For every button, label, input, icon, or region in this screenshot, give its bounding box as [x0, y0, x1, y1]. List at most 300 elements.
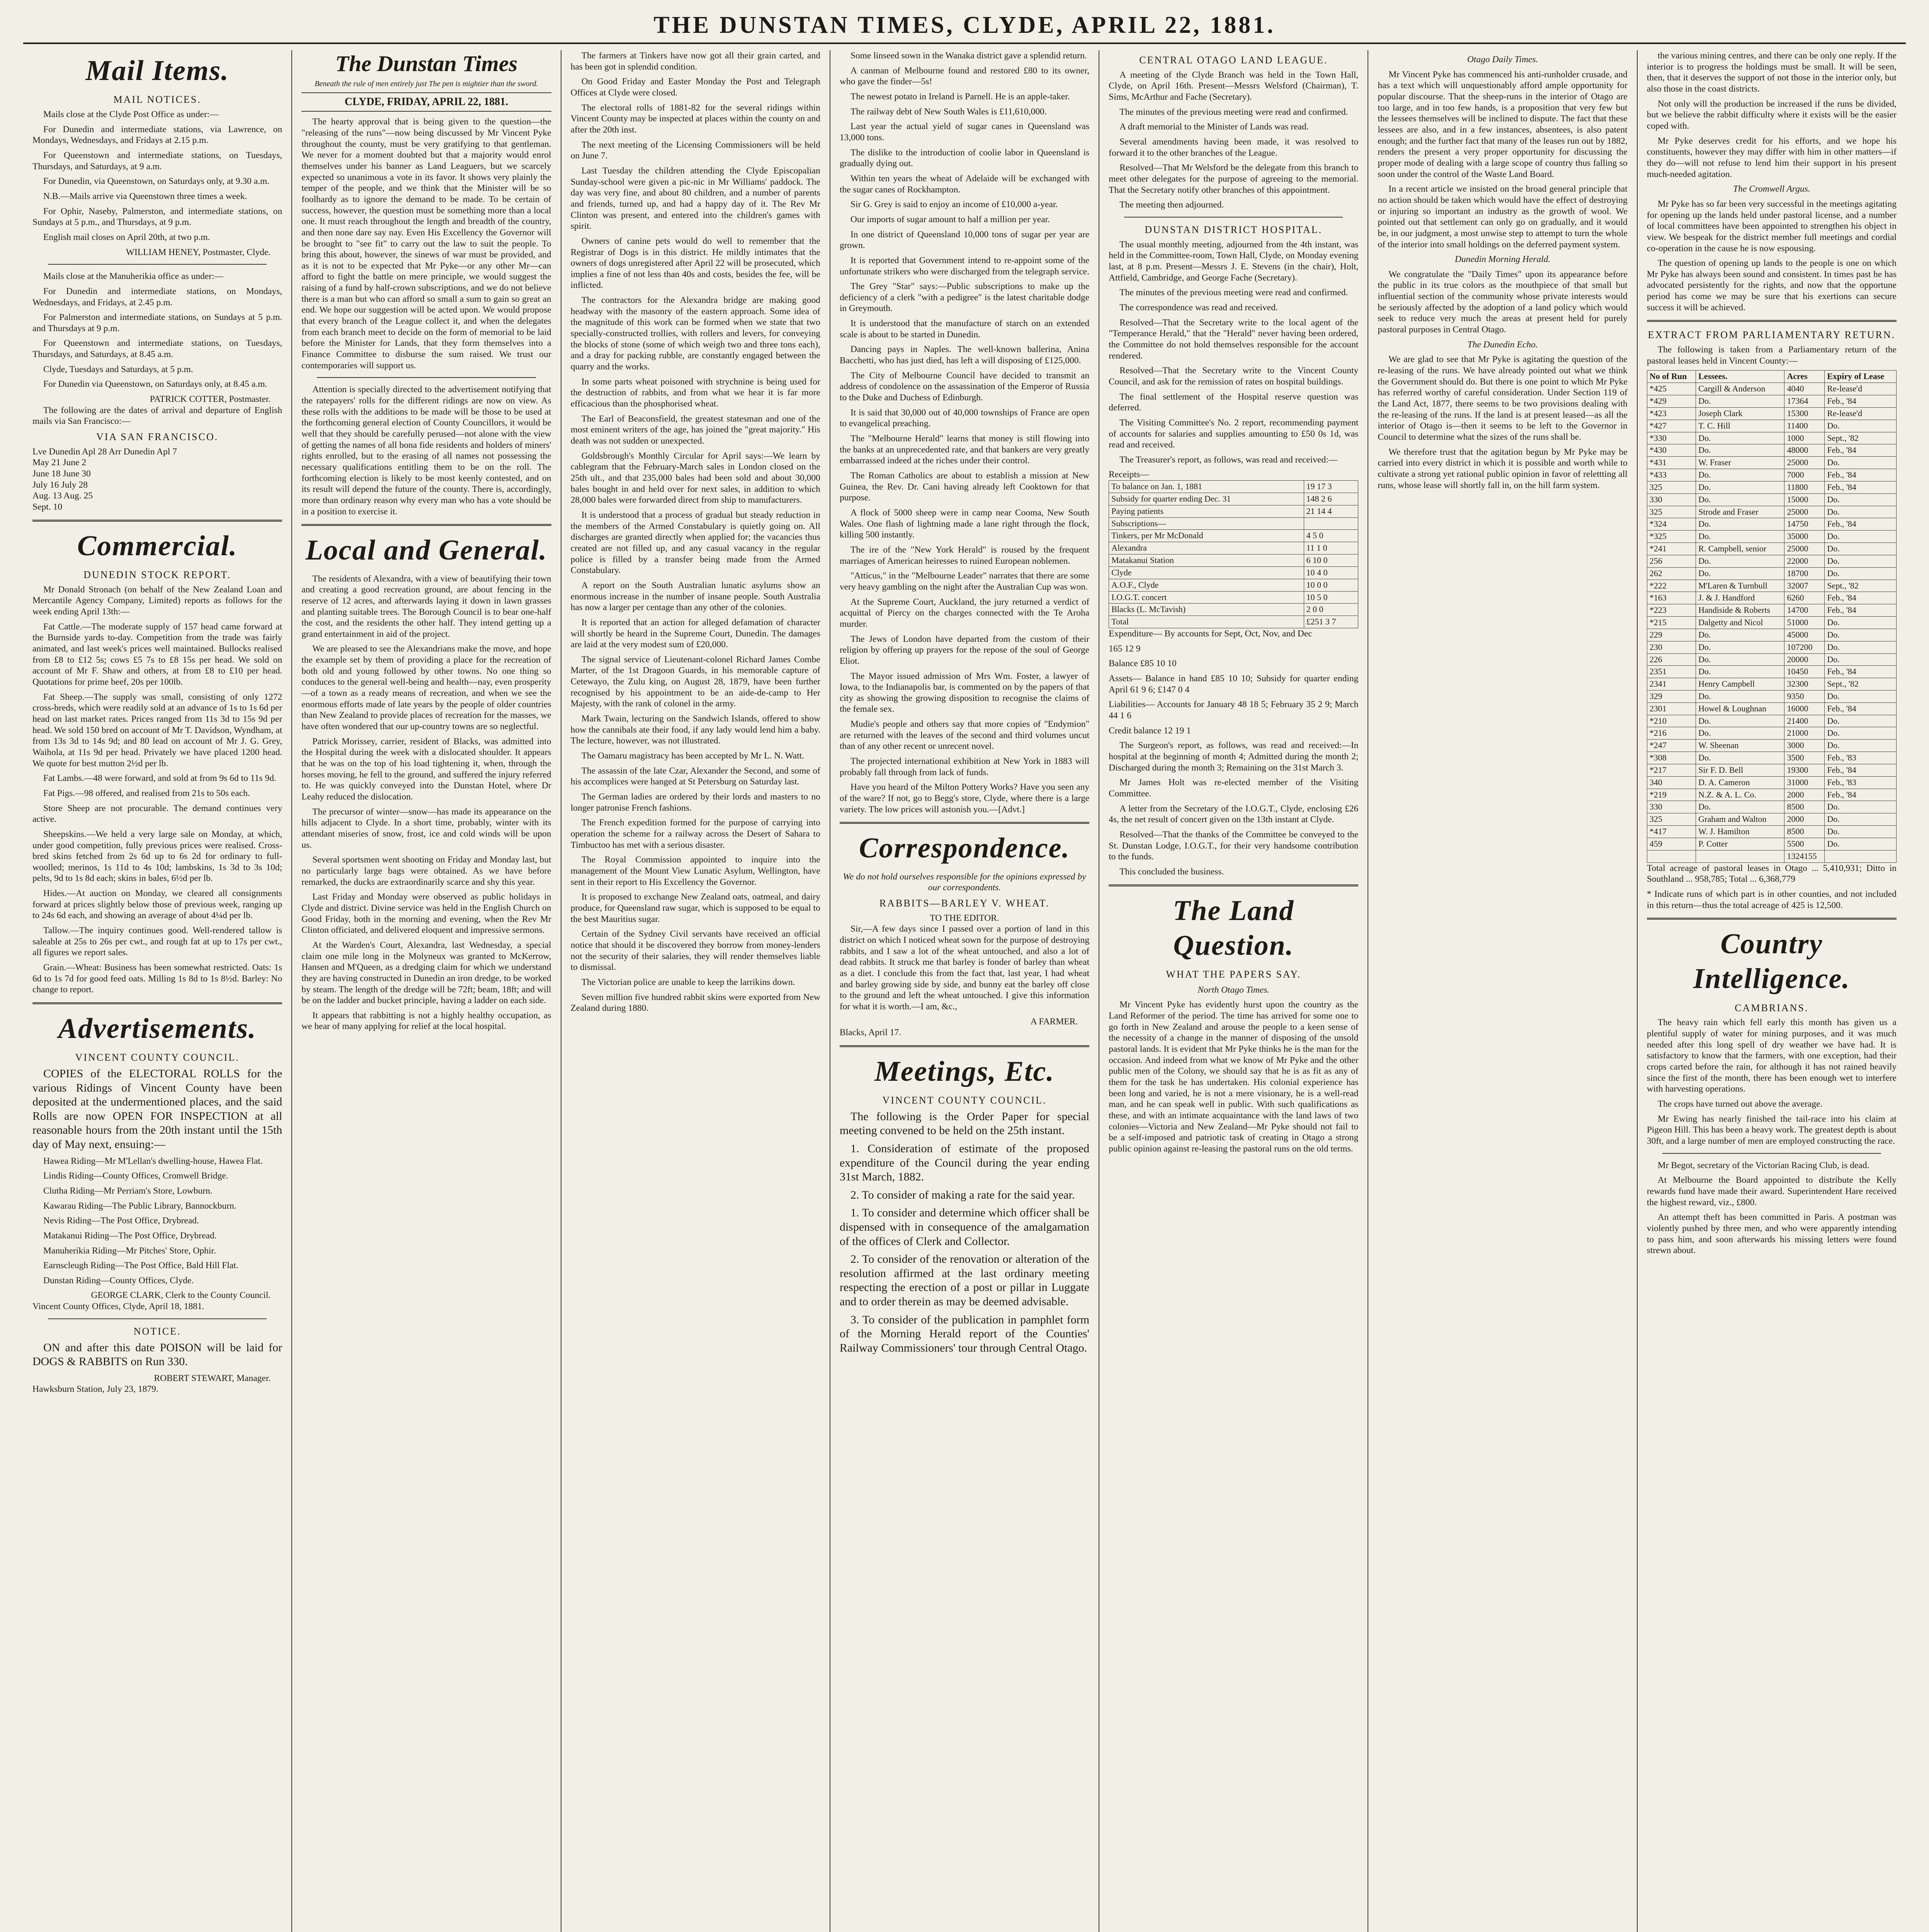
table-cell: Do. [1696, 444, 1784, 457]
news-text: The Royal Commission appointed to inquire into the management of the Mount View Lunatic Asylum, Wellington, have sent in their report to His Excellency the Governor. [570, 855, 820, 887]
table-cell: Do. [1825, 813, 1897, 826]
riding-item: Manuherikia Riding—Mr Pitches' Store, Ophir. [43, 1245, 216, 1256]
news-text: The correspondence was read and received. [1119, 302, 1278, 313]
table-cell: *324 [1647, 518, 1696, 531]
table-cell: *330 [1647, 432, 1696, 444]
mail-items-heading: Mail Items. [85, 55, 229, 87]
table-cell: *429 [1647, 395, 1696, 408]
table-row [1647, 580, 1896, 592]
news-text: Mr Pyke has so far been very successful in the meetings agitating for opening up the lands held under pastoral license, and a number of local committees have been appointed to strengthen his object in view. We bespeak for the district member full meetings and cordial co-operation in the cause he is now espousing. [1647, 199, 1897, 253]
table-cell: Do. [1825, 740, 1897, 752]
table-cell: *430 [1647, 444, 1696, 457]
table-cell: Do. [1696, 690, 1784, 703]
table-cell: Feb., '84 [1825, 702, 1897, 715]
table-cell: 51000 [1784, 617, 1825, 629]
news-text: Mr Vincent Pyke has commenced his anti-runholder crusade, and has a text which will unquestionably afford ample opportunity for popular discourse. That the sheep-runs in the interior of Otago are too large, and in too few hands, is a proposition that very few but the lessees themselves will be inclined to dispute. The fact that these lessees are also, and in a few instances, absentees, is also patent enough; and the further fact that many of the leases run out by 1882, renders the present a very proper opportunity for discussing the proper mode of dealing with a large scope of country thus falling so soon under the control of the Waste Land Board. [1378, 69, 1628, 179]
mail-text: Clyde, Tuesdays and Saturdays, at 5 p.m. [43, 364, 193, 374]
table-cell [1304, 517, 1358, 530]
table-cell: Clyde [1109, 566, 1304, 579]
table-cell: Matakanui Station [1109, 554, 1304, 567]
table-cell: 2341 [1647, 678, 1696, 690]
table-row [1109, 481, 1358, 493]
table-cell: *216 [1647, 727, 1696, 740]
table-cell: 230 [1647, 641, 1696, 653]
news-text: Sir G. Grey is said to enjoy an income of £10,000 a-year. [850, 199, 1058, 210]
mail-text: Mails close at the Clyde Post Office as under:— [43, 109, 219, 119]
news-text: A report on the South Australian lunatic asylums show an enormous increase in the number of insane people. South Australia has now a larger per centage than any other of the colonies. [570, 580, 820, 613]
clerk-signature: GEORGE CLARK, Clerk to the County Council. [91, 1290, 271, 1301]
table-cell: Do. [1825, 543, 1897, 555]
news-text: Owners of canine pets would do well to remember that the Registrar of Dogs is in this district. He mildly intimates that the owners of dogs unregistered after April 22 will be prosecuted, which implies a fine of not less than 40s and costs, besides the fee, will be inflicted. [570, 236, 820, 291]
mail-text: For Queenstown and intermediate stations, on Tuesdays, Thursdays, and Saturdays, at 8.45 a.m. [32, 338, 282, 360]
postmaster-signature: WILLIAM HENEY, Postmaster, Clyde. [126, 247, 271, 257]
table-cell: 2000 [1784, 813, 1825, 826]
footnote-text: * Indicate runs of which part is in other counties, and not included in this return—thus the total acreage of 425 is 12,500. [1647, 889, 1897, 910]
letter-signature: A FARMER. [1030, 1016, 1078, 1027]
table-cell: Blacks (L. McTavish) [1109, 604, 1304, 616]
land-league-heading: CENTRAL OTAGO LAND LEAGUE. [1139, 54, 1328, 66]
letter-to: TO THE EDITOR. [930, 913, 999, 923]
table-cell: W. Sheenan [1696, 740, 1784, 752]
table-cell: Do. [1825, 531, 1897, 543]
table-cell: To balance on Jan. 1, 1881 [1109, 481, 1304, 493]
table-cell: 31000 [1784, 776, 1825, 789]
table-cell: Cargill & Anderson [1696, 383, 1784, 395]
news-text: A meeting of the Clyde Branch was held in the Town Hall, Clyde, on April 16th. Present—Messrs Welsford (Chairman), T. Sims, McArthur and Fache (Secretary). [1109, 70, 1359, 102]
table-row [1647, 666, 1896, 678]
table-cell: Do. [1825, 801, 1897, 813]
divider [48, 1318, 267, 1319]
advertisement-text: Have you heard of the Milton Pottery Works? Have you seen any of the ware? If not, go to Begg's store, Clyde, where there is a large variety. The low prices will astonish you.—[Advt.] [839, 782, 1090, 815]
stock-text: Fat Pigs.—98 offered, and realised from 21s to 50s each. [43, 788, 250, 798]
table-cell: 22000 [1784, 555, 1825, 567]
news-text: Last year the actual yield of sugar canes in Queensland was 13,000 tons. [839, 121, 1090, 143]
news-text: The question of opening up lands to the people is one on which Mr Pyke has always been sound and consistent. In times past he has advocated persistently for the rights, and now that the opportune period has come we may be sure that his exertions can secure success it will be achieved. [1647, 258, 1897, 313]
divider [32, 520, 282, 522]
table-cell: Sept., '82 [1825, 678, 1897, 690]
return-intro: The following is taken from a Parliamentary return of the pastoral leases held in Vincent County:— [1647, 345, 1897, 366]
table-header: Expiry of Lease [1825, 371, 1897, 383]
table-row [1647, 826, 1896, 838]
table-cell: 7000 [1784, 469, 1825, 481]
news-text: Resolved—That the thanks of the Committee be conveyed to the St. Dunstan Lodge, I.O.G.T., for their very handsome contribution to the funds. [1109, 829, 1359, 862]
news-text: In a recent article we insisted on the broad general principle that no action should be taken which would have the effect of destroying or injuring so important an industry as the growth of wool. We pointed out that settlement can only go on gradually, and it would be, in our judgment, a most unwise step to attempt to turn the whole of the interior into small holdings on the deferred payment system. [1378, 184, 1628, 250]
riding-item: Earnscleugh Riding—The Post Office, Bald Hill Flat. [43, 1260, 238, 1271]
local-general-heading: Local and General. [305, 534, 548, 566]
table-cell: 10 5 0 [1304, 591, 1358, 604]
divider [48, 264, 267, 265]
table-row [1647, 789, 1896, 801]
table-cell: 340 [1647, 776, 1696, 789]
table-cell: Do. [1825, 506, 1897, 518]
news-text: We congratulate the "Daily Times" upon its appearance before the public in its true colors as the mouthpiece of that small but influential section of the community whose private interests would be seriously affected by the adoption of a land policy which would seek to reduce very much the areas at present held for purely pastoral purposes in Central Otago. [1378, 269, 1628, 335]
table-cell: *433 [1647, 469, 1696, 481]
mail-text: For Dunedin and intermediate stations, via Lawrence, on Mondays, Wednesdays, and Fridays at 2.15 p.m. [32, 124, 282, 146]
table-cell: Do. [1825, 715, 1897, 727]
table-row [1647, 407, 1896, 420]
table-cell: Do. [1825, 826, 1897, 838]
table-cell: Sir F. D. Bell [1696, 764, 1784, 776]
column-1 [23, 50, 292, 1932]
table-cell: Do. [1825, 567, 1897, 580]
table-cell: Feb., '83 [1825, 752, 1897, 764]
news-text: "Atticus," in the "Melbourne Leader" narrates that there are some very heavy gambling on the night after the Australian Cup was won. [839, 571, 1090, 592]
table-body [1647, 383, 1896, 862]
table-cell: Alexandra [1109, 542, 1304, 554]
news-text: The projected international exhibition at New York in 1883 will probably fall through from lack of funds. [839, 756, 1090, 777]
letter-date: Blacks, April 17. [839, 1027, 902, 1038]
table-row [1647, 432, 1896, 444]
mail-text: The following are the dates of arrival and departure of English mails via San Francisco:— [32, 405, 282, 427]
news-text: The crops have turned out above the average. [1657, 1099, 1823, 1109]
table-cell: W. Fraser [1696, 457, 1784, 469]
news-text: The Surgeon's report, as follows, was read and received:—In hospital at the beginning of month 4; Admitted during the month 2; Discharged during the month 3; Remaining on the 31st March 3. [1109, 740, 1359, 773]
table-cell: *427 [1647, 420, 1696, 432]
table-cell: 325 [1647, 813, 1696, 826]
divider [1109, 884, 1358, 886]
mail-text: For Dunedin, via Queenstown, on Saturdays only, at 9.30 a.m. [43, 176, 270, 187]
table-cell: 20000 [1784, 653, 1825, 666]
table-row [1109, 542, 1358, 554]
table-cell: 325 [1647, 481, 1696, 493]
table-cell: 48000 [1784, 444, 1825, 457]
column-3 [561, 50, 830, 1932]
country-intelligence-heading: Country Intelligence. [1693, 928, 1850, 995]
table-cell: *223 [1647, 604, 1696, 617]
news-text: The Earl of Beaconsfield, the greatest statesman and one of the most eminent writers of the age, has joined the "great majority." His death was not sudden or unexpected. [570, 413, 820, 446]
table-row [1647, 543, 1896, 555]
mail-notices-subheading: MAIL NOTICES. [113, 94, 201, 105]
news-text: The contractors for the Alexandra bridge are making good headway with the masonry of the eastern approach. Some idea of the magnitude of this work can be formed when we state that two specially-constructed trollies, with rollers and levers, for conveying the blocks of stone (some of which weigh two and three tons each), and a dray for packing rubble, are constantly engaged between the quarry and the works. [570, 295, 820, 372]
table-row [1647, 493, 1896, 506]
news-text: Some linseed sown in the Wanaka district gave a splendid return. [850, 51, 1087, 61]
column-6 [1368, 50, 1637, 1932]
hospital-heading: DUNSTAN DISTRICT HOSPITAL. [1145, 224, 1323, 235]
table-cell: 4040 [1784, 383, 1825, 395]
news-text: Not only will the production be increased if the runs be divided, but we believe the rabbit difficulty where it exists will be the easier coped with. [1647, 99, 1897, 131]
news-text: In some parts wheat poisoned with strychnine is being used for the destruction of rabbits, and from what we hear it is far more efficacious than the phosphorised wheat. [570, 376, 820, 409]
manager-signature: ROBERT STEWART, Manager. [154, 1373, 271, 1383]
masthead-title: THE DUNSTAN TIMES, CLYDE, APRIL 22, 1881. [653, 12, 1276, 38]
table-cell: 459 [1647, 838, 1696, 850]
dateline: CLYDE, FRIDAY, APRIL 22, 1881. [301, 92, 551, 112]
news-text: Several sportsmen went shooting on Friday and Monday last, but no particularly large bags were obtained. As we have before remarked, the ducks are extraordinarily scarce and shy this year. [301, 855, 551, 887]
table-cell: D. A. Cameron [1696, 776, 1784, 789]
table-row [1647, 653, 1896, 666]
divider [840, 822, 1089, 824]
table-cell: R. Campbell, senior [1696, 543, 1784, 555]
sf-row: Aug. 13 Aug. 25 [32, 491, 93, 501]
table-row [1647, 776, 1896, 789]
table-cell: Re-lease'd [1825, 383, 1897, 395]
table-row [1647, 740, 1896, 752]
masthead [23, 8, 1906, 44]
stock-text: Tallow.—The inquiry continues good. Well-rendered tallow is saleable at 25s to 26s per cwt., and rough fat at up to 17s per cwt., all figures we report sales. [32, 925, 282, 958]
table-cell: Subsidy for quarter ending Dec. 31 [1109, 493, 1304, 505]
table-cell: Feb., '84 [1825, 592, 1897, 604]
news-text: It is understood that a process of gradual but steady reduction in the members of the Armed Constabulary is quietly going on. All discharges are granted directly when applied for; the vacancies thus created are not filled up, and any casual vacancy in the regular police is filled by a transfer being made from the Armed Constabulary. [570, 510, 820, 576]
table-cell: Tinkers, per Mr McDonald [1109, 530, 1304, 542]
riding-item: Dunstan Riding—County Offices, Clyde. [43, 1275, 194, 1286]
paper-motto: Beneath the rule of men entirely just The pen is mightier than the sword. [315, 79, 538, 88]
table-row [1647, 690, 1896, 703]
news-text: The final settlement of the Hospital reserve question was deferred. [1109, 391, 1359, 413]
table-cell: 256 [1647, 555, 1696, 567]
table-row [1109, 566, 1358, 579]
editor-note: We do not hold ourselves responsible for the opinions expressed by our correspondents. [843, 871, 1086, 893]
table-cell: Feb., '84 [1825, 789, 1897, 801]
news-text: The dislike to the introduction of coolie labor in Queensland is gradually dying out. [839, 147, 1090, 169]
meeting-text: 1. Consideration of estimate of the proposed expenditure of the Council during the year ending 31st March, 1882. [839, 1142, 1090, 1184]
table-cell: 262 [1647, 567, 1696, 580]
divider [1662, 1153, 1881, 1154]
table-cell: Graham and Walton [1696, 813, 1784, 826]
news-text: The railway debt of New South Wales is £11,610,000. [850, 106, 1047, 117]
table-cell: £251 3 7 [1304, 616, 1358, 628]
table-cell: Do. [1696, 481, 1784, 493]
land-question-heading: The Land Question. [1173, 895, 1295, 961]
table-cell: Henry Campbell [1696, 678, 1784, 690]
table-row [1647, 383, 1896, 395]
adv-text: ON and after this date POISON will be laid for DOGS & RABBITS on Run 330. [32, 1341, 282, 1368]
table-row [1647, 617, 1896, 629]
table-cell: *308 [1647, 752, 1696, 764]
paper-title: The Dunstan Times [335, 51, 518, 76]
papers-say-subheading: WHAT THE PAPERS SAY. [1166, 969, 1301, 980]
table-cell: Do. [1696, 653, 1784, 666]
table-cell [1825, 850, 1897, 862]
news-text: The heavy rain which fell early this month has given us a plentiful supply of water for mining purposes, and it was much needed after this long spell of dry weather we have had. It is satisfactory to know that the farmers, with one exception, had their crops carted before the rain, for although it has not rained heavily since the first of the month, there has been enough wet to interfere with harvesting operations. [1647, 1017, 1897, 1094]
table-row [1647, 801, 1896, 813]
advertisements-heading: Advertisements. [58, 1013, 257, 1045]
mail-text: For Queenstown and intermediate stations, on Tuesdays, Thursdays, and Saturdays, at 9 a.m. [32, 150, 282, 172]
news-text: Dancing pays in Naples. The well-known ballerina, Anina Bacchetti, who has just died, has left a will disposing of £125,000. [839, 344, 1090, 366]
meeting-text: 3. To consider of the publication in pamphlet form of the Morning Herald report of the Counties' Railway Commissioners' tour through Central Otago. [839, 1313, 1090, 1354]
table-cell: 32007 [1784, 580, 1825, 592]
table-cell: Do. [1696, 432, 1784, 444]
table-cell: Total [1109, 616, 1304, 628]
news-text: Mr Begot, secretary of the Victorian Racing Club, is dead. [1657, 1160, 1869, 1170]
table-row [1647, 444, 1896, 457]
divider [1124, 217, 1343, 218]
news-text: It is reported that Government intend to re-appoint some of the unfortunate strikers who were discharged from the telegraph service. [839, 255, 1090, 277]
table-cell: 4 5 0 [1304, 530, 1358, 542]
table-row [1647, 764, 1896, 776]
news-text: Mr James Holt was re-elected member of the Visiting Committee. [1109, 777, 1359, 799]
table-row [1109, 579, 1358, 591]
table-row [1647, 727, 1896, 740]
table-cell: Joseph Clark [1696, 407, 1784, 420]
news-text: Several amendments having been made, it was resolved to forward it to the other branches of the League. [1109, 137, 1359, 158]
divider [32, 1002, 282, 1004]
meeting-text: The following is the Order Paper for special meeting convened to be held on the 25th instant. [839, 1110, 1090, 1137]
news-text: We are pleased to see the Alexandrians make the move, and hope the example set by them of providing a place for the recreation of both old and young followed by other towns. No one thing so conduces to the general well-being and health—nay, even prosperity—of a town as a ready means of recreation, and when we see the enormous efforts made of late years by the people of older countries than New Zealand to provide places of recreation for the masses, we have often wondered that our up-country towns are so neglectful. [301, 644, 551, 732]
table-cell: 21400 [1784, 715, 1825, 727]
stock-text: Store Sheep are not procurable. The demand continues very active. [32, 803, 282, 825]
table-cell: Paying patients [1109, 505, 1304, 517]
table-row [1647, 752, 1896, 764]
correspondence-heading: Correspondence. [859, 832, 1070, 864]
sf-row: July 16 July 28 [32, 480, 88, 490]
news-text: A flock of 5000 sheep were in camp near Cooma, New South Wales. One flash of lightning made a lane right through the flock, killing 500 instantly. [839, 507, 1090, 540]
table-row [1647, 506, 1896, 518]
table-cell: *423 [1647, 407, 1696, 420]
table-cell: 8500 [1784, 801, 1825, 813]
totals-text: Total acreage of pastoral leases in Otago ... 5,410,931; Ditto in Southland ... 958,785; Total ... 6,368,779 [1647, 863, 1897, 884]
news-text: A draft memorial to the Minister of Lands was read. [1119, 122, 1309, 132]
columns [23, 50, 1906, 1932]
news-text: Mark Twain, lecturing on the Sandwich Islands, offered to show how the cannibals ate their food, if any lady would lend him a baby. The lecture, however, was not illustrated. [570, 714, 820, 746]
column-2 [292, 50, 561, 1932]
mail-text: N.B.—Mails arrive via Queenstown three times a week. [43, 191, 247, 201]
divider [1647, 918, 1897, 920]
news-text: Resolved—That the Secretary write to the local agent of the "Temperance Herald," that the "Herald" never having been ordered, the Committee do not hold themselves responsible for the account rendered. [1109, 317, 1359, 361]
table-cell: J. & J. Handford [1696, 592, 1784, 604]
table-cell: 11 1 0 [1304, 542, 1358, 554]
table-cell: Strode and Fraser [1696, 506, 1784, 518]
table-cell: 17364 [1784, 395, 1825, 408]
table-row [1647, 641, 1896, 653]
news-text: We are glad to see that Mr Pyke is agitating the question of the re-leasing of the runs. We have already pointed out what we think the Government should do. But there is one point to which Mr Pyke has referred worthy of careful consideration. Under Section 119 of the Land Act, 1877, there seems to be two provisions dealing with the re-leasing of the runs. If the land is at present leased—as all the interior of Otago is—then it seems to be left to the Governor in Council to determine what the sizes of the runs shall be. [1378, 354, 1628, 442]
news-text: The minutes of the previous meeting were read and confirmed. [1119, 287, 1348, 298]
table-cell: 6 10 0 [1304, 554, 1358, 567]
news-text: The Roman Catholics are about to establish a mission at New Guinea, the Rev. Dr. Cani having already left Cooktown for that purpose. [839, 471, 1090, 503]
news-text: The "Melbourne Herald" learns that money is still flowing into the banks at an unprecedented rate, and that bankers are very greatly embarrassed indeed at the riches under their control. [839, 434, 1090, 466]
letter-title: RABBITS—BARLEY V. WHEAT. [879, 897, 1050, 909]
news-text: Within ten years the wheat of Adelaide will be exchanged with the sugar canes of Rockhampton. [839, 173, 1090, 195]
table-cell: 10 0 0 [1304, 579, 1358, 591]
table-cell: Do. [1696, 641, 1784, 653]
news-text: On Good Friday and Easter Monday the Post and Telegraph Offices at Clyde were closed. [570, 77, 820, 98]
sf-row: Sept. 10 [32, 502, 63, 512]
table-cell: 11800 [1784, 481, 1825, 493]
table-row [1647, 629, 1896, 641]
table-cell: Do. [1825, 617, 1897, 629]
notice-heading: NOTICE. [133, 1325, 181, 1337]
mail-text: Mails close at the Manuherikia office as under:— [43, 271, 224, 282]
account-text: 165 12 9 [1109, 643, 1141, 654]
news-text: It appears that rabbitting is not a highly healthy occupation, as we hear of many applying for relief at the local hospital. [301, 1010, 551, 1032]
table-cell: 21000 [1784, 727, 1825, 740]
table-cell: 6260 [1784, 592, 1825, 604]
mail-text: For Dunedin via Queenstown, on Saturdays only, at 8.45 a.m. [43, 379, 267, 389]
news-text: Our imports of sugar amount to half a million per year. [850, 214, 1050, 224]
table-cell: P. Cotter [1696, 838, 1784, 850]
news-text: The Jews of London have departed from the custom of their religion by offering up prayers for the repose of the soul of George Eliot. [839, 634, 1090, 666]
treasurer-account-table [1109, 480, 1358, 628]
paper-name: The Dunedin Echo. [1467, 339, 1538, 350]
table-cell: Do. [1825, 653, 1897, 666]
pastoral-leases-table [1647, 370, 1897, 862]
news-text: The Treasurer's report, as follows, was read and received:— [1119, 454, 1338, 465]
table-cell: Feb., '84 [1825, 395, 1897, 408]
table-cell: Re-lease'd [1825, 407, 1897, 420]
table-cell: Do. [1696, 752, 1784, 764]
table-cell: Feb., '83 [1825, 776, 1897, 789]
table-cell: 229 [1647, 629, 1696, 641]
stock-text: Fat Lambs.—48 were forward, and sold at from 9s 6d to 11s 9d. [43, 773, 276, 784]
table-cell: 32300 [1784, 678, 1825, 690]
table-cell: 14700 [1784, 604, 1825, 617]
table-cell: Do. [1825, 690, 1897, 703]
divider [317, 377, 536, 378]
table-cell: Do. [1696, 555, 1784, 567]
table-cell: 19 17 3 [1304, 481, 1358, 493]
table-cell: Do. [1825, 420, 1897, 432]
table-cell: Dalgetty and Nicol [1696, 617, 1784, 629]
adv-text: Vincent County Offices, Clyde, April 18, 1881. [32, 1301, 204, 1312]
table-cell: Do. [1696, 493, 1784, 506]
news-text: Seven million five hundred rabbit skins were exported from New Zealand during 1880. [570, 992, 820, 1014]
account-text: Expenditure— By accounts for Sept, Oct, Nov, and Dec [1109, 629, 1312, 639]
column-7 [1638, 50, 1906, 1932]
divider [301, 524, 551, 526]
table-header: No of Run [1647, 371, 1696, 383]
riding-item: Lindis Riding—County Offices, Cromwell Bridge. [43, 1171, 228, 1181]
table-cell: 14750 [1784, 518, 1825, 531]
table-cell: 3500 [1784, 752, 1825, 764]
stock-text: Fat Cattle.—The moderate supply of 157 head came forward at the Burnside yards to-day. Competition from the trade was fairly animated, and last week's prices well maintained. Bullocks realised from £8 to £12 5s; cows £5 7s to £8 15s per head. We sold on account of Mr F. Shaw and others, at from £8 to £10 per head. Quotations for prime beef, 20s per 100lb. [32, 621, 282, 687]
commercial-heading: Commercial. [77, 530, 238, 562]
news-text: Last Tuesday the children attending the Clyde Episcopalian Sunday-school were given a pic-nic in Mr Williams' paddock. The day was very fine, and about 80 children, and a number of parents and friends, turned up, and had a happy day of it. The Rev Mr Clinton was present, and entered into the children's games with spirit. [570, 165, 820, 231]
table-cell: Do. [1696, 531, 1784, 543]
table-cell: 25000 [1784, 457, 1825, 469]
news-text: The next meeting of the Licensing Commissioners will be held on June 7. [570, 139, 820, 161]
sf-row: June 18 June 30 [32, 469, 91, 479]
table-cell: 10 4 0 [1304, 566, 1358, 579]
table-cell: 21 14 4 [1304, 505, 1358, 517]
paper-name: Otago Daily Times. [1467, 54, 1538, 65]
account-text: Credit balance 12 19 1 [1109, 725, 1191, 736]
adv-text: Hawksburn Station, July 23, 1879. [32, 1384, 158, 1395]
table-cell: 2000 [1784, 789, 1825, 801]
table-cell: *325 [1647, 531, 1696, 543]
table-row [1647, 702, 1896, 715]
news-text: Mudie's people and others say that more copies of "Endymion" are returned with the leaves of the second and third volumes uncut than of any other recent or unrecent novel. [839, 719, 1090, 752]
table-row [1109, 517, 1358, 530]
paper-name: North Otago Times. [1198, 985, 1270, 995]
news-text: The assassin of the late Czar, Alexander the Second, and some of his accomplices were hanged at St Petersburg on Saturday last. [570, 765, 820, 787]
table-cell: Do. [1696, 666, 1784, 678]
table-cell: Howel & Loughnan [1696, 702, 1784, 715]
postmaster-signature: PATRICK COTTER, Postmaster. [150, 394, 271, 405]
letter-text: Sir,—A few days since I passed over a portion of land in this district on which I noticed wheat sown for the purpose of destroying rabbits, and I saw a lot of the wheat untouched, and also a lot of dead rabbits. It struck me that barley is fonder of barley than wheat as a diet. I conclude this from the fact that, last year, I had wheat and barley growing side by side, and bunny eat the barley off close to the ground and left the wheat untouched. I give this information for what it is worth.—I am, &c., [839, 924, 1090, 1012]
news-text: The farmers at Tinkers have now got all their grain carted, and has been got in splendid condition. [570, 51, 820, 72]
table-cell: *241 [1647, 543, 1696, 555]
table-row [1109, 591, 1358, 604]
table-row [1647, 678, 1896, 690]
meeting-text: 2. To consider of making a rate for the said year. [850, 1188, 1075, 1201]
table-cell: Do. [1825, 493, 1897, 506]
table-cell: Do. [1696, 801, 1784, 813]
table-cell: Do. [1825, 641, 1897, 653]
stock-report-subheading: DUNEDIN STOCK REPORT. [83, 569, 231, 580]
mail-text: English mail closes on April 20th, at two p.m. [43, 232, 210, 242]
table-cell: Do. [1825, 838, 1897, 850]
table-row [1647, 469, 1896, 481]
news-text: Resolved—That the Secretary write to the Vincent County Council, and ask for the remission of rates on hospital buildings. [1109, 366, 1359, 387]
table-cell: Do. [1696, 727, 1784, 740]
riding-item: Nevis Riding—The Post Office, Drybread. [43, 1216, 199, 1226]
news-text: A letter from the Secretary of the I.O.G.T., Clyde, enclosing £26 4s, the net result of concert given on the 13th instant at Clyde. [1109, 803, 1359, 825]
table-cell: 10450 [1784, 666, 1825, 678]
table-cell: Do. [1696, 567, 1784, 580]
news-text: The Mayor issued admission of Mrs Wm. Foster, a lawyer of Iowa, to the Indianapolis bar, is commented on by the papers of that city as showing the growing disposition to recognise the claims of the female sex. [839, 671, 1090, 714]
table-header: Acres [1784, 371, 1825, 383]
table-cell: 25000 [1784, 506, 1825, 518]
table-cell: W. J. Hamilton [1696, 826, 1784, 838]
paper-name: The Cromwell Argus. [1733, 184, 1810, 194]
